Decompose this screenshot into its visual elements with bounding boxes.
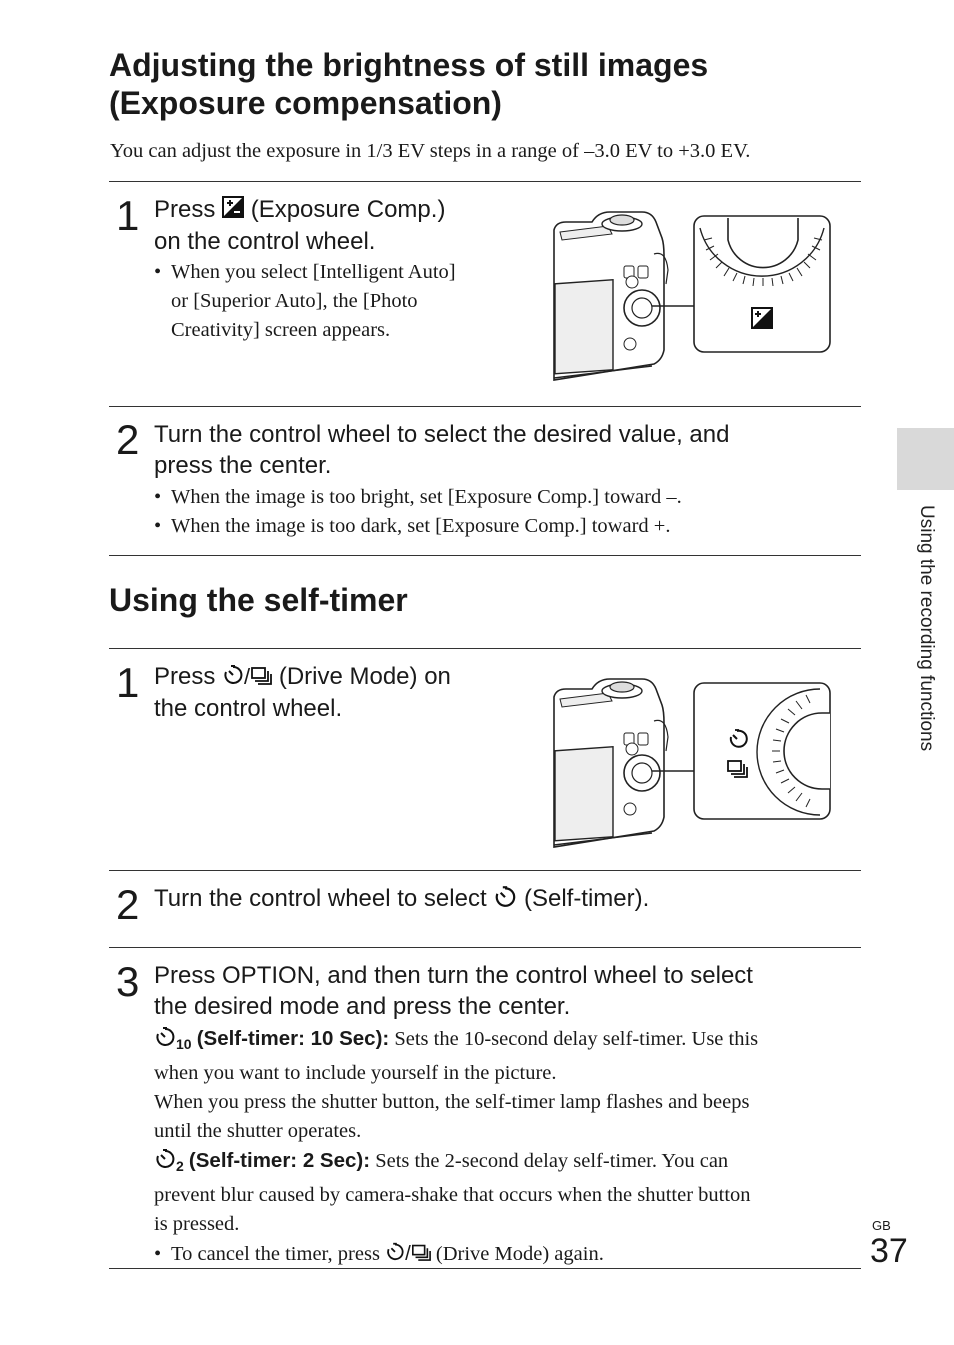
divider — [109, 1268, 861, 1269]
divider — [109, 406, 861, 407]
step-heading: Turn the control wheel to select (Self-timer). — [154, 883, 854, 916]
exposure-comp-icon — [222, 195, 244, 226]
divider — [109, 648, 861, 649]
self-timer-icon — [222, 662, 244, 693]
section-title-exposure: Adjusting the brightness of still images (Exposure compensation) — [109, 47, 709, 121]
divider — [109, 555, 861, 556]
divider — [109, 181, 861, 182]
self-timer-10-description: 10 (Self-timer: 10 Sec): Sets the 10-second delay self-timer. Use this when you want to include yourself in the picture. When you press the shutter button, the self-timer lamp flashes and beeps until the shutter operates. 2 (Self-timer: 2 Sec): Sets the 2-second delay self-timer. You can prevent blur caused by camera-shake that occurs when the shutter button is pressed. • To cancel the timer, press / (Drive Mode) again. — [154, 1024, 864, 1270]
step-number: 1 — [116, 192, 140, 239]
camera-illustration — [552, 210, 834, 387]
step-number: 2 — [116, 416, 140, 463]
self-timer-icon — [154, 1147, 176, 1178]
intro-text: You can adjust the exposure in 1/3 EV steps in a range of –3.0 EV to +3.0 EV. — [110, 140, 751, 162]
step-heading: Press (Exposure Comp.) on the control wheel. — [154, 196, 446, 256]
continuous-shooting-icon — [411, 1241, 431, 1270]
step-heading: Press OPTION, and then turn the control wheel to select the desired mode and press the center. — [154, 962, 753, 1020]
chapter-label: Using the recording functions — [916, 505, 937, 752]
page-number: 37 — [870, 1232, 908, 1270]
divider — [109, 870, 861, 871]
self-timer-icon — [493, 884, 517, 916]
bullet-note: • When you select [Intelligent Auto] or [Superior Auto], the [Photo Creativity] screen appears. — [154, 261, 456, 341]
bullet-list: • When the image is too bright, set [Exposure Comp.] toward –. • When the image is too dark, set [Exposure Comp.] toward +. — [154, 486, 682, 537]
divider — [109, 947, 861, 948]
section-title-self-timer: Using the self-timer — [109, 582, 408, 618]
step-number: 3 — [116, 958, 140, 1005]
chapter-tab — [897, 428, 954, 490]
camera-illustration — [552, 677, 834, 854]
continuous-shooting-icon — [250, 662, 272, 693]
self-timer-icon — [385, 1241, 405, 1270]
step-number: 1 — [116, 659, 140, 706]
region-code: GB — [872, 1218, 891, 1233]
step-number: 2 — [116, 881, 140, 928]
step-heading: Press / (Drive Mode) on the control wheel. — [154, 663, 451, 723]
self-timer-icon — [154, 1025, 176, 1056]
step-heading: Turn the control wheel to select the desired value, and press the center. — [154, 421, 730, 479]
